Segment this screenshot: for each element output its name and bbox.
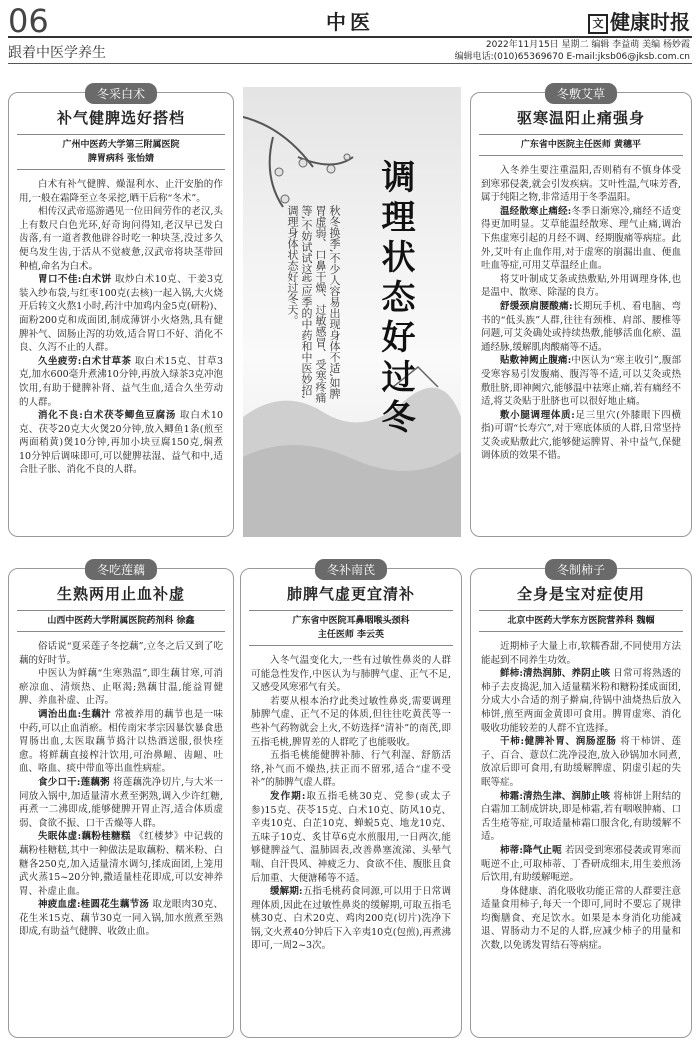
paragraph: 白术有补气健脾、燥湿利水、止汗安胎的作用,一般在霜降至立冬采挖,晒干后称“冬术”。	[19, 179, 223, 204]
article-title: 生熟两用止血补虚	[56, 585, 185, 603]
author-line: 广东省中医院耳鼻咽喉头颈科	[292, 616, 410, 626]
author-line: 广州中医药大学第三附属医院	[62, 140, 180, 150]
paragraph: 五指毛桃能健脾补肺、行气利湿、舒筋活络,补气而不燥热,扶正而不留邪,适合“虚不受补”的肺脾气虚人群。	[251, 750, 451, 789]
paragraph: 中医认为鲜藕“生寒熟温”,即生藕甘寒,可消瘀凉血、清烦热、止呕渴;熟藕甘温,能益胃健脾、养血补虚、止泻。	[19, 668, 223, 707]
logo-text: 健康时报	[610, 10, 690, 34]
paragraph: 鲜柿:清热润肺、养阴止咳 日常可将熟透的柿子去皮捣泥,加入适量糯米粉和糖粉揉成面团,分成大小合适的剂子擀扁,待锅中油烧热后放入柿饼,煎至两面金黄即可食用。脾胃虚寒、消化吸收功能较差的人群不宜选择。	[481, 668, 681, 734]
article-author	[17, 134, 225, 170]
paragraph: 相传汉武帝巡游遇见一位田间劳作的老汉,头上有数尺白色光环,好奇询问得知,老汉早已发白齿落,有一道者教他辟谷时吃一种块茎,没过多久便乌发生齿,于活从不觉疲惫,汉武帝将块茎带回种植,命名为白术。	[19, 206, 223, 272]
paragraph: 若要从根本治疗此类过敏性鼻炎,需要调理肺脾气虚、正气不足的体质,但往往吃黄芪等一些补气药物就会上火,不妨选择“清补”的南芪,即五指毛桃,脾胃差的人群吃了也能吸收。	[251, 695, 451, 748]
article-body	[471, 632, 691, 953]
author-line: 主任医师 李云英	[317, 630, 385, 640]
article-author	[479, 134, 683, 156]
paragraph: 失眠体虚:藕粉桂糖糕 《红楼梦》中记载的藕粉桂糖糕,其中一种做法是取藕粉、糯米粉、白糖各250克,加入适量清水调匀,揉成面团,上笼用武火蒸15~20分钟,撒适量桂花即成,可以安神养胃、补虚止血。	[19, 831, 223, 897]
article-title: 补气健脾选好搭档	[56, 109, 185, 127]
paragraph: 入冬养生要注重温阳,否则稍有不慎身体受到寒邪侵袭,就会引发疾病。艾叶性温,气味芳香,属于纯阳之物,非常适用于冬季温阳。	[481, 165, 681, 204]
paragraph: 柿蒂:降气止呃 若因受到寒邪侵袭或胃寒而呃逆不止,可取柿蒂、丁香研成细末,用生姜煎汤后饮用,有助缓解呃逆。	[481, 844, 681, 884]
paragraph: 入冬气温变化大,一些有过敏性鼻炎的人群可能急性发作,中医认为与肺脾气虚、正气不足,又感受风寒邪气有关。	[251, 655, 451, 694]
section-title: 中医	[326, 10, 374, 34]
paragraph: 神疲血虚:桂圆花生藕节汤 取龙眼肉30克、花生米15克、藕节30克一同入锅,加水煎煮至熟即成,有助益气健脾、收敛止血。	[19, 899, 223, 938]
page-number: 06	[8, 2, 49, 40]
date-line: 2022年11月15日 星期二 编辑 李益萌 美编 杨妙霞	[485, 40, 690, 50]
article-aicao	[470, 87, 692, 537]
article-body	[9, 632, 233, 939]
paragraph: 胃口不佳:白术饼 取炒白术10克、干姜3克装入纱布袋,与红枣100克(去核)一起入锅,大火烧开后转文火熬1小时,药汁中加鸡内金5克(研粉)、面粉200克和成面团,制成薄饼小火烙熟,具有健脾补气、固肠止泻的功效,适合胃口不好、消化不良、久泻不止的人群。	[19, 274, 223, 354]
article-baizhu	[8, 87, 234, 537]
paragraph: 消化不良:白术茯苓鲫鱼豆腐汤 取白术10克、茯苓20克大火煲20分钟,放入鲫鱼1条(煎至两面稍黄)煲10分钟,再加小块豆腐150克,焖煮10分钟后调味即可,可以健脾祛湿、益气和中,适合肚子胀、消化不良的人群。	[19, 410, 224, 476]
article-author	[479, 610, 683, 632]
issue-meta	[455, 39, 690, 63]
paragraph: 久坐疲劳:白术甘草茶 取白术15克、甘草3克,加水600毫升煮沸10分钟,再放入绿茶3克冲泡饮用,有助于健脾补肾、益气生血,适合久坐劳动的人群。	[19, 355, 223, 408]
contact-line: 编辑电话:(010)65369670 E-mail:jksb06@jksb.com.cn	[454, 52, 690, 62]
logo-mark-icon: 文	[588, 14, 608, 34]
article-title: 驱寒温阳止痛强身	[516, 109, 645, 127]
article-body	[9, 170, 233, 477]
column-name: 跟着中医学养生	[8, 45, 106, 61]
paragraph: 发作期:取五指毛桃30克、党参(或太子参)15克、茯苓15克、白术10克、防风10克、辛夷10克、白芷10克、蝉蜕5克、地龙10克、五味子10克、炙甘草6克水煎服用,一日两次,能够健脾益气、温肺固表,改善鼻塞流涕、头晕气喘、自汗畏风、神疲乏力、食欲不佳、腹胀且食后加重、大便溏稀等不适。	[251, 790, 452, 884]
article-tag: 冬吃莲藕	[85, 559, 157, 580]
paragraph: 干柿:健脾补胃、润肠涩肠 将干柿饼、莲子、百合、薏苡仁洗净浸泡,放入砂锅加水同煮,放凉后即可食用,有助缓解脾虚、阴虚引起的失眠等症。	[481, 736, 681, 788]
article-lianou	[8, 563, 234, 1038]
article-tag: 冬采白术	[85, 83, 157, 104]
feature-intro: 秋冬换季,不少人容易出现身体不适,如脾胃虚弱、口鼻干燥、过敏感冒、受寒疼痛等,不妨试试这些应季的中药和中医妙招,调理身体状态好过冬天。	[286, 205, 341, 403]
author-line: 脾胃病科 张怡婧	[87, 154, 155, 164]
author-line: 北京中医药大学东方医院营养科 魏帼	[507, 616, 655, 626]
ink-landscape-illustration	[243, 87, 461, 537]
paragraph: 缓解期:五指毛桃药食同源,可以用于日常调理体质,因此在过敏性鼻炎的缓解期,可取五指毛桃30克、白术20克、鸡肉200克(切片)洗净下锅,文火煮40分钟后下入辛夷10克(包煎),再煮沸即可,一周2~3次。	[251, 886, 451, 952]
header-rule	[8, 36, 692, 38]
feature-title: 调理状态好过冬	[375, 159, 415, 439]
article-body	[471, 156, 691, 463]
paragraph: 近期柿子大量上市,软糯香甜,不同使用方法能起到不同养生功效。	[481, 641, 681, 666]
paragraph: 舒缓颈肩腰酸痛:长期玩手机、看电脑、弯书的“低头族”人群,往往有颈椎、肩部、腰椎等问题,可艾灸确处或持续热敷,能够活血化瘀、温通经脉,缓解肌肉酸痛等不适。	[481, 300, 681, 353]
author-line: 广东省中医院主任医师 黄穗平	[520, 140, 642, 150]
paragraph: 将艾叶制成艾条或热敷贴,外用调理身体,也是温中、散寒、除湿的良方。	[481, 273, 681, 299]
masthead-logo	[588, 6, 690, 35]
article-shizi	[470, 563, 692, 1038]
paragraph: 温经散寒止痛经:冬季日渐寒冷,痛经不适变得更加明显。艾草能温经散寒、理气止痛,调治下焦虚寒引起的月经不调、经期腹痛等病症。此外,艾叶有止血作用,对于虚寒的崩漏出血、便血吐血等症,可用艾草温经止血。	[481, 205, 681, 272]
article-nanqi	[240, 563, 462, 1038]
author-line: 山西中医药大学附属医院药剂科 徐鑫	[47, 616, 195, 626]
article-body	[241, 646, 461, 953]
feature-banner	[243, 87, 461, 537]
paragraph: 身体健康、消化吸收功能正常的人群要注意适量食用柿子,每天一个即可,同时不要忘了规律均衡膳食、充足饮水。如果是本身消化功能减退、胃肠动力不足的人群,应减少柿子的用量和次数,以免诱发胃结石等病症。	[481, 885, 681, 952]
paragraph: 柿霜:清热生津、润肺止咳 将柿饼上附结的白霜加工制成饼块,即是柿霜,若有咽喉肿痛、口舌生疮等症,可取适量柿霜口服含化,有助缓解不适。	[481, 790, 681, 843]
article-title: 全身是宝对症使用	[516, 585, 645, 603]
paragraph: 调治出血:生藕汁 常被养用的藕节也是一味中药,可以止血消瘀。相传南宋孝宗因暴饮暴食患胃肠出血,太医取藕节捣汁以热酒送服,很快痊愈。将鲜藕直接榨汁饮用,可治鼻衄、齿衄、吐血、咯血、痰中带血等出血性病症。	[19, 708, 223, 775]
paragraph: 俗话说“夏采莲子冬挖藕”,立冬之后又到了吃藕的好时节。	[19, 641, 223, 666]
page-header	[0, 0, 700, 64]
article-author	[249, 610, 453, 646]
paragraph: 食少口干:莲藕粥 将莲藕洗净切片,与大米一同放入锅中,加适量清水煮至粥熟,调入少许红糖,再煮一二沸即成,能够健脾开胃止泻,适合体质虚弱、食欲不振、口干舌燥等人群。	[19, 776, 223, 829]
article-tag: 冬补南芪	[315, 559, 387, 580]
article-tag: 冬制柿子	[545, 559, 617, 580]
article-author	[17, 610, 225, 632]
header-rule-bottom	[8, 63, 692, 64]
article-title: 肺脾气虚更宜清补	[286, 585, 415, 603]
paragraph: 敷小腿调理体质:足三里穴(外膝眼下四横指)可谓“长寿穴”,对于寒底体质的人群,日常坚持艾灸或贴敷此穴,能够健运脾胃、补中益气,保健调体质的效果不错。	[481, 409, 681, 462]
paragraph: 贴敷神阙止腹痛:中医认为“寒主收引”,腹部受寒容易引发腹痛、腹泻等不适,可以艾灸或热敷肚脐,即神阙穴,能够温中祛寒止痛,若有痛经不适,将艾灸贴于肚脐也可以很好地止痛。	[481, 355, 682, 408]
article-tag: 冬敷艾草	[545, 83, 617, 104]
